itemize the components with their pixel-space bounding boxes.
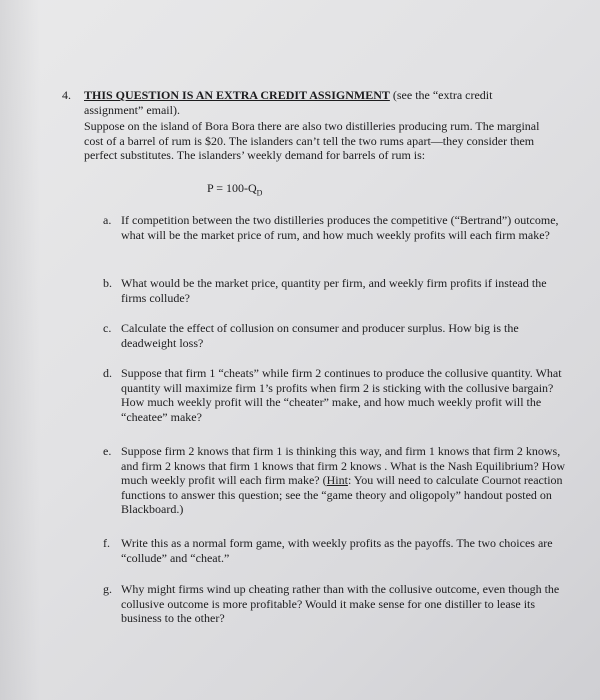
sub-question-letter: g. bbox=[103, 582, 112, 596]
demand-equation bbox=[207, 181, 262, 201]
equation-subscript: D bbox=[256, 188, 263, 198]
sub-question-text-part: : You will need to calculate Cournot reaction functions to answer this question; see the “game theory and oligopoly” handout posted on Blackboard.) bbox=[121, 473, 563, 516]
sub-question-letter: f. bbox=[103, 536, 110, 550]
sub-question-text: If competition between the two distilleries produces the competitive (“Bertrand”) outcome, what will be the market price of rum, and how much weekly profits will each firm make? bbox=[121, 213, 559, 242]
sub-question-letter: c. bbox=[103, 321, 112, 335]
equation-text: P = 100-Q bbox=[207, 181, 257, 195]
sub-question-letter: a. bbox=[103, 213, 112, 227]
question-number: 4. bbox=[62, 88, 71, 102]
sub-question-text: Suppose that firm 1 “cheats” while firm 2 continues to produce the collusive quantity. What quantity will maximize firm 1’s profits when firm 2 is sticking with the collusive bargain? How much weekly profit will the “cheater” make, and how much weekly profit will the “cheatee” make? bbox=[121, 366, 562, 424]
sub-question-text: Write this as a normal form game, with weekly profits as the payoffs. The two choices are “collude” and “cheat.” bbox=[121, 536, 553, 565]
question-intro: Suppose on the island of Bora Bora there are also two distilleries producing rum. The marginal cost of a barrel of rum is $20. The islanders can’t tell the two rums apart—they consider them perfect substitutes. The islanders’ weekly demand for barrels of rum is: bbox=[84, 119, 540, 162]
sub-question-letter: d. bbox=[103, 366, 112, 380]
question-title: THIS QUESTION IS AN EXTRA CREDIT ASSIGNMENT bbox=[84, 88, 390, 102]
sub-question-text: What would be the market price, quantity per firm, and weekly firm profits if instead the firms collude? bbox=[121, 276, 547, 305]
page-shadow bbox=[0, 0, 40, 700]
hint-label: Hint bbox=[326, 473, 348, 487]
question-heading bbox=[84, 88, 546, 117]
sub-question-text-part: Suppose firm 2 knows that firm 1 is thinking this way, and firm 1 knows that firm 2 knows, and firm 2 knows that firm 1 knows that firm 2 knows . What is the Nash Equilibrium? How much weekly profit will each firm make? ( bbox=[121, 444, 566, 487]
sub-question-text bbox=[121, 444, 567, 517]
sub-question-letter: e. bbox=[103, 444, 112, 458]
sub-question-text: Why might firms wind up cheating rather than with the collusive outcome, even though the collusive outcome is more profitable? Would it make sense for one distiller to lease its business to the other? bbox=[121, 582, 560, 625]
sub-question-text: Calculate the effect of collusion on consumer and producer surplus. How big is the deadweight loss? bbox=[121, 321, 519, 350]
question-title-suffix: (see the “extra credit assignment” email). bbox=[84, 88, 493, 117]
sub-question-letter: b. bbox=[103, 276, 112, 290]
